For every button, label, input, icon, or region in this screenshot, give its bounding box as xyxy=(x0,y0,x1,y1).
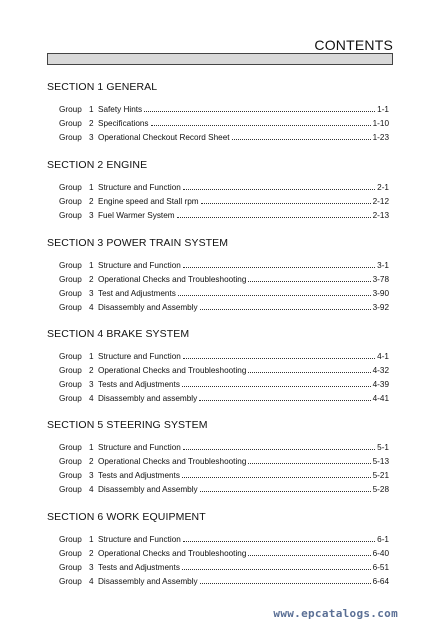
page-number: 6-40 xyxy=(372,549,389,558)
entry-title: Structure and Function xyxy=(98,183,181,192)
dot-leader xyxy=(183,449,375,450)
page-number: 1-1 xyxy=(377,105,389,114)
toc-entry[interactable] xyxy=(47,441,389,455)
toc-entry[interactable] xyxy=(47,181,389,195)
toc-entry[interactable] xyxy=(47,378,389,392)
page-number: 6-51 xyxy=(372,563,389,572)
entry-title: Disassembly and Assembly xyxy=(98,577,198,586)
toc-entry[interactable] xyxy=(47,364,389,378)
toc-entry[interactable] xyxy=(47,483,389,497)
toc-entry[interactable] xyxy=(47,547,389,561)
page-number: 5-13 xyxy=(372,457,389,466)
group-label: Group xyxy=(59,275,82,284)
toc-entry[interactable] xyxy=(47,469,389,483)
page-number: 4-39 xyxy=(372,380,389,389)
toc-entry[interactable] xyxy=(47,561,389,575)
dot-leader xyxy=(248,463,370,464)
toc-entry[interactable] xyxy=(47,533,389,547)
page-number: 2-13 xyxy=(372,211,389,220)
dot-leader xyxy=(248,281,370,282)
group-number: 1 xyxy=(89,535,94,544)
group-number: 2 xyxy=(89,366,94,375)
group-label: Group xyxy=(59,577,82,586)
entry-title: Tests and Adjustments xyxy=(98,471,180,480)
dot-leader xyxy=(183,541,375,542)
group-label: Group xyxy=(59,105,82,114)
group-number: 4 xyxy=(89,577,94,586)
group-number: 2 xyxy=(89,197,94,206)
entry-title: Structure and Function xyxy=(98,443,181,452)
group-label: Group xyxy=(59,471,82,480)
dot-leader xyxy=(183,267,375,268)
title-rule-bar xyxy=(47,53,393,65)
entry-title: Operational Checks and Troubleshooting xyxy=(98,457,247,466)
entry-title: Specifications xyxy=(98,119,149,128)
dot-leader xyxy=(201,203,371,204)
page-number: 5-28 xyxy=(372,485,389,494)
page-number: 4-1 xyxy=(377,352,389,361)
group-number: 1 xyxy=(89,261,94,270)
group-label: Group xyxy=(59,380,82,389)
group-label: Group xyxy=(59,549,82,558)
dot-leader xyxy=(151,125,371,126)
page-number: 4-32 xyxy=(372,366,389,375)
dot-leader xyxy=(183,189,375,190)
section-title: SECTION 1 GENERAL xyxy=(47,81,158,93)
dot-leader xyxy=(178,295,371,296)
section-1 xyxy=(47,80,389,145)
group-number: 4 xyxy=(89,485,94,494)
group-number: 2 xyxy=(89,119,94,128)
dot-leader xyxy=(248,372,370,373)
group-number: 3 xyxy=(89,380,94,389)
entry-title: Safety Hints xyxy=(98,105,143,114)
group-number: 2 xyxy=(89,457,94,466)
toc-entry[interactable] xyxy=(47,117,389,131)
page-number: 3-90 xyxy=(372,289,389,298)
toc-entry[interactable] xyxy=(47,455,389,469)
dot-leader xyxy=(183,358,375,359)
dot-leader xyxy=(248,555,370,556)
entry-title: Disassembly and Assembly xyxy=(98,303,198,312)
group-number: 1 xyxy=(89,352,94,361)
page-number: 3-92 xyxy=(372,303,389,312)
entry-title: Disassembly and assembly xyxy=(98,394,198,403)
page-number: 3-1 xyxy=(377,261,389,270)
section-title: SECTION 5 STEERING SYSTEM xyxy=(47,419,208,431)
group-number: 1 xyxy=(89,183,94,192)
entry-title: Structure and Function xyxy=(98,535,181,544)
section-5 xyxy=(47,418,389,497)
section-title: SECTION 6 WORK EQUIPMENT xyxy=(47,511,206,523)
section-2 xyxy=(47,158,389,223)
group-number: 4 xyxy=(89,303,94,312)
entry-title: Disassembly and Assembly xyxy=(98,485,198,494)
group-label: Group xyxy=(59,366,82,375)
group-label: Group xyxy=(59,197,82,206)
group-label: Group xyxy=(59,443,82,452)
group-label: Group xyxy=(59,211,82,220)
page-number: 6-64 xyxy=(372,577,389,586)
page-number: 2-1 xyxy=(377,183,389,192)
toc-entry[interactable] xyxy=(47,195,389,209)
dot-leader xyxy=(200,491,371,492)
section-title: SECTION 3 POWER TRAIN SYSTEM xyxy=(47,237,229,249)
entry-title: Structure and Function xyxy=(98,352,181,361)
group-number: 1 xyxy=(89,443,94,452)
dot-leader xyxy=(182,569,371,570)
entry-title: Operational Checks and Troubleshooting xyxy=(98,549,247,558)
group-number: 3 xyxy=(89,289,94,298)
entry-title: Tests and Adjustments xyxy=(98,380,180,389)
group-label: Group xyxy=(59,485,82,494)
entry-title: Operational Checks and Troubleshooting xyxy=(98,366,247,375)
page-number: 2-12 xyxy=(372,197,389,206)
page-number: 6-1 xyxy=(377,535,389,544)
toc-entry[interactable] xyxy=(47,259,389,273)
group-number: 3 xyxy=(89,563,94,572)
toc-entry[interactable] xyxy=(47,287,389,301)
group-label: Group xyxy=(59,289,82,298)
toc-entry[interactable] xyxy=(47,103,389,117)
toc-entry[interactable] xyxy=(47,301,389,315)
group-number: 2 xyxy=(89,549,94,558)
group-label: Group xyxy=(59,457,82,466)
group-number: 3 xyxy=(89,471,94,480)
dot-leader xyxy=(200,583,371,584)
toc-entry[interactable] xyxy=(47,575,389,589)
dot-leader xyxy=(144,111,375,112)
toc-entry[interactable] xyxy=(47,273,389,287)
page-number: 5-21 xyxy=(372,471,389,480)
dot-leader xyxy=(177,217,371,218)
dot-leader xyxy=(199,400,370,401)
section-3 xyxy=(47,236,389,315)
group-label: Group xyxy=(59,535,82,544)
page-title: CONTENTS xyxy=(314,37,393,53)
group-label: Group xyxy=(59,183,82,192)
group-number: 2 xyxy=(89,275,94,284)
entry-title: Engine speed and Stall rpm xyxy=(98,197,199,206)
page-number: 5-1 xyxy=(377,443,389,452)
toc-entry[interactable] xyxy=(47,209,389,223)
entry-title: Test and Adjustments xyxy=(98,289,176,298)
group-label: Group xyxy=(59,303,82,312)
group-label: Group xyxy=(59,261,82,270)
page-number: 4-41 xyxy=(372,394,389,403)
section-title: SECTION 4 BRAKE SYSTEM xyxy=(47,328,190,340)
group-number: 3 xyxy=(89,133,94,142)
toc-entry[interactable] xyxy=(47,392,389,406)
page-number: 3-78 xyxy=(372,275,389,284)
entry-title: Structure and Function xyxy=(98,261,181,270)
section-6 xyxy=(47,510,389,589)
page-number: 1-23 xyxy=(372,133,389,142)
dot-leader xyxy=(182,477,371,478)
section-4 xyxy=(47,327,389,406)
group-label: Group xyxy=(59,394,82,403)
watermark-url[interactable]: www.epcatalogs.com xyxy=(273,607,398,620)
dot-leader xyxy=(200,309,371,310)
section-title: SECTION 2 ENGINE xyxy=(47,159,148,171)
entry-title: Tests and Adjustments xyxy=(98,563,180,572)
group-number: 1 xyxy=(89,105,94,114)
group-label: Group xyxy=(59,352,82,361)
dot-leader xyxy=(182,386,371,387)
entry-title: Fuel Warmer System xyxy=(98,211,175,220)
entry-title: Operational Checks and Troubleshooting xyxy=(98,275,247,284)
dot-leader xyxy=(232,139,371,140)
group-number: 4 xyxy=(89,394,94,403)
page-number: 1-10 xyxy=(372,119,389,128)
group-label: Group xyxy=(59,563,82,572)
group-label: Group xyxy=(59,133,82,142)
group-number: 3 xyxy=(89,211,94,220)
entry-title: Operational Checkout Record Sheet xyxy=(98,133,230,142)
group-label: Group xyxy=(59,119,82,128)
toc-entry[interactable] xyxy=(47,131,389,145)
toc-entry[interactable] xyxy=(47,350,389,364)
